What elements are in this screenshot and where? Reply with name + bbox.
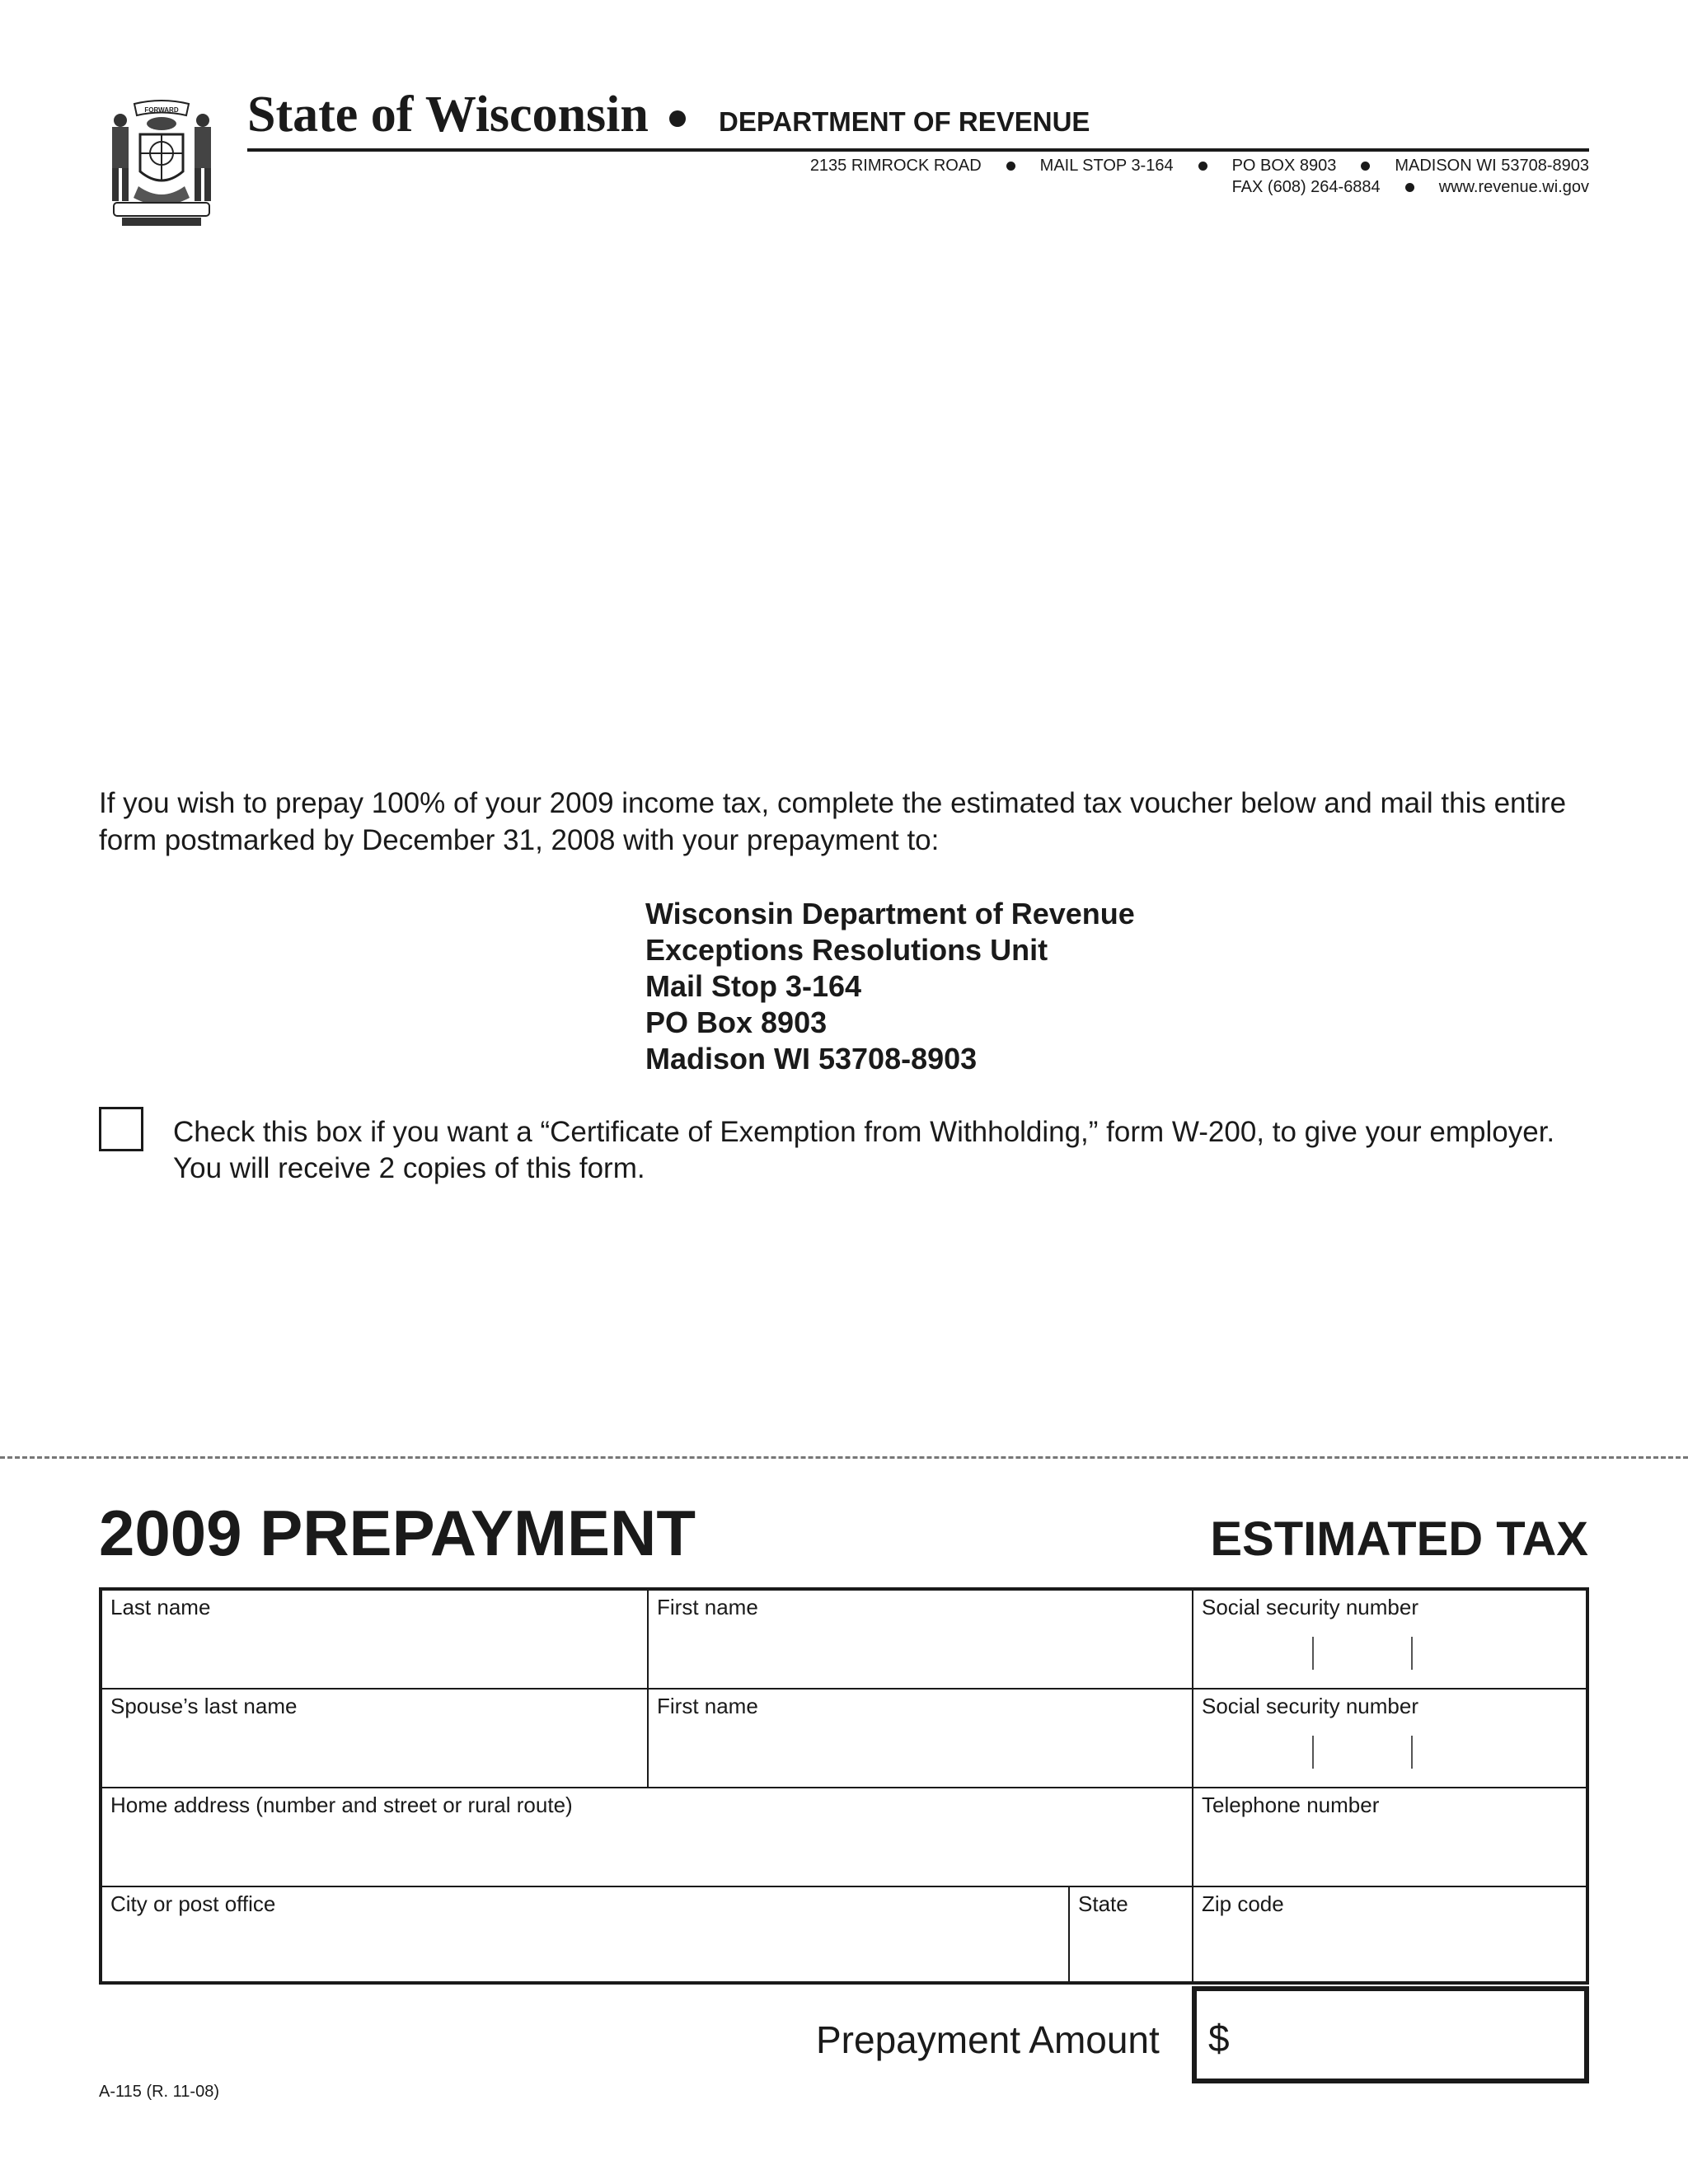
voucher-title: 2009 PREPAYMENT	[99, 1497, 696, 1569]
dollar-sign: $	[1208, 2017, 1230, 2060]
svg-text:FORWARD: FORWARD	[144, 106, 179, 114]
mailing-address-line: Mail Stop 3-164	[645, 969, 862, 1003]
header-divider	[247, 148, 1589, 152]
city-label: City or post office	[110, 1891, 276, 1916]
telephone-field[interactable]	[1193, 1788, 1586, 1886]
bullet-icon	[1361, 162, 1370, 171]
zip-code-label: Zip code	[1202, 1891, 1284, 1916]
prepayment-amount-label: Prepayment Amount	[816, 2018, 1160, 2061]
first-name-label: First name	[657, 1595, 758, 1619]
prepayment-amount-field[interactable]	[1192, 1986, 1589, 2083]
ssn-separator	[1411, 1736, 1413, 1769]
address-line-2	[1232, 176, 1589, 198]
address-line-1	[810, 155, 1589, 176]
ssn-separator	[1411, 1637, 1413, 1670]
city-zip: MADISON WI 53708-8903	[1395, 157, 1589, 175]
bullet-icon	[1405, 183, 1414, 192]
mailing-address-line: Exceptions Resolutions Unit	[645, 933, 1048, 967]
seal-graphic	[97, 97, 226, 229]
website-url: www.revenue.wi.gov	[1438, 178, 1589, 196]
voucher-form	[99, 1587, 1589, 1985]
wisconsin-state-seal	[97, 97, 226, 229]
bullet-icon	[1198, 162, 1207, 171]
ssn-separator	[1312, 1637, 1314, 1670]
po-box: PO BOX 8903	[1231, 157, 1337, 175]
bullet-icon	[1006, 162, 1015, 171]
spouse-ssn-field[interactable]	[1193, 1690, 1586, 1787]
first-name-field[interactable]	[649, 1591, 1192, 1688]
voucher-subtitle: ESTIMATED TAX	[1210, 1512, 1588, 1566]
ssn-field[interactable]	[1193, 1591, 1586, 1688]
street-address: 2135 RIMROCK ROAD	[809, 157, 982, 175]
state-title: State of Wisconsin	[247, 87, 649, 143]
mailing-address	[645, 896, 1135, 1077]
zip-code-field[interactable]	[1193, 1887, 1586, 1981]
last-name-field[interactable]	[102, 1591, 647, 1688]
state-label: State	[1078, 1891, 1128, 1916]
city-field[interactable]	[102, 1887, 1068, 1981]
form-identifier: A-115 (R. 11-08)	[99, 2083, 219, 2101]
fax-number: FAX (608) 264-6884	[1231, 178, 1381, 196]
home-address-field[interactable]	[102, 1788, 1192, 1886]
mailing-address-line: Madison WI 53708-8903	[645, 1042, 978, 1076]
mail-stop: MAIL STOP 3-164	[1039, 157, 1174, 175]
spouse-first-name-field[interactable]	[649, 1690, 1192, 1787]
spouse-first-name-label: First name	[657, 1694, 758, 1718]
home-address-label: Home address (number and street or rural route)	[110, 1793, 573, 1817]
bullet-icon	[669, 110, 686, 127]
exemption-checkbox[interactable]	[99, 1107, 143, 1151]
ssn-label: Social security number	[1202, 1595, 1418, 1619]
mailing-address-line: Wisconsin Department of Revenue	[645, 897, 1135, 930]
exemption-checkbox-label: Check this box if you want a “Certificate of Exemption from Withholding,” form W-200, to give your employer. You will receive 2 copies of this form.	[173, 1116, 1555, 1184]
state-field[interactable]	[1070, 1887, 1192, 1981]
department-name: DEPARTMENT OF REVENUE	[719, 106, 1090, 137]
tear-line	[0, 1456, 1688, 1459]
spouse-last-name-label: Spouse’s last name	[110, 1694, 298, 1718]
ssn-separator	[1312, 1736, 1314, 1769]
intro-paragraph: If you wish to prepay 100% of your 2009 income tax, complete the estimated tax voucher below and mail this entire form postmarked by December 31, 2008 with your prepayment to:	[99, 787, 1567, 856]
spouse-ssn-label: Social security number	[1202, 1694, 1418, 1718]
telephone-label: Telephone number	[1202, 1793, 1380, 1817]
mailing-address-line: PO Box 8903	[645, 1005, 828, 1039]
last-name-label: Last name	[110, 1595, 211, 1619]
spouse-last-name-field[interactable]	[102, 1690, 647, 1787]
